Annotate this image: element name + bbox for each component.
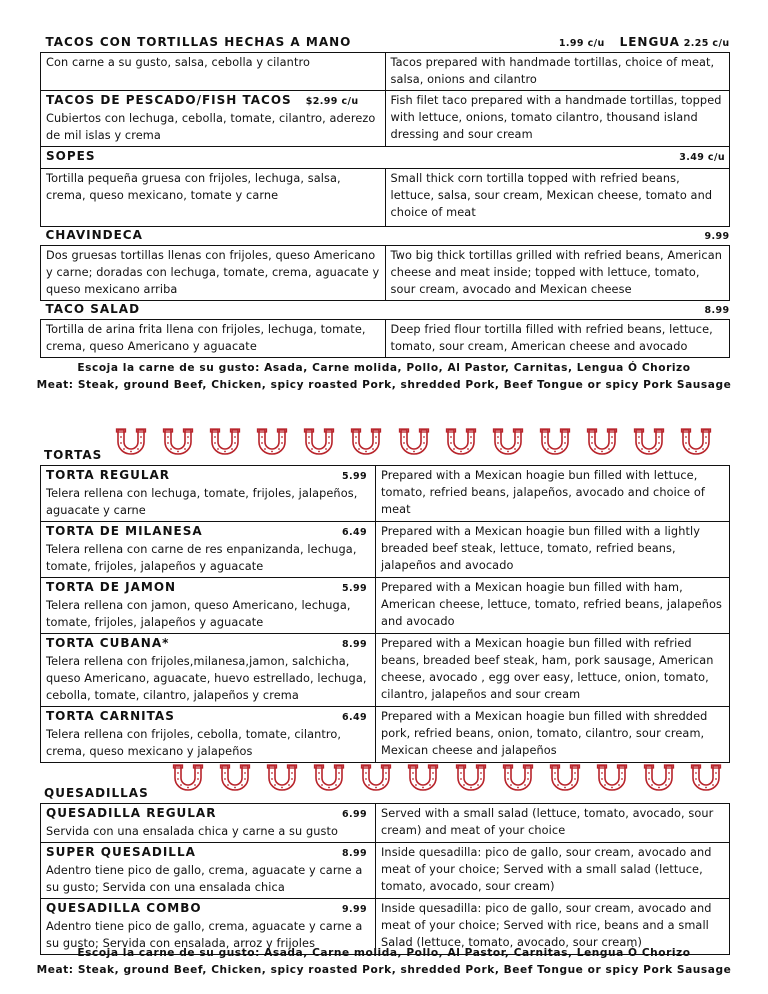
section-title-tortas: TORTAS bbox=[44, 448, 103, 462]
menu-item-header bbox=[46, 708, 371, 726]
item-desc-es: Tortilla de arina frita llena con frijoles, lechuga, tomate, crema, queso Americano y aguacate bbox=[41, 320, 386, 358]
horseshoe-icon bbox=[113, 428, 149, 456]
item-desc-en: Prepared with a Mexican hoagie bun filled with shredded pork, refried beans, onion, tomato, cilantro, sour cream, Mexican cheese and jalapeños bbox=[376, 707, 730, 763]
item-price: 8.99 bbox=[341, 848, 367, 859]
meat-note-es: Escoja la carne de su gusto: Asada, Carne molida, Pollo, Al Pastor, Carnitas, Lengua Ó Chorizo bbox=[77, 362, 691, 374]
meat-note-es: Escoja la carne de su gusto: Asada, Carne molida, Pollo, Al Pastor, Carnitas, Lengua Ó Chorizo bbox=[77, 947, 691, 959]
horseshoe-icon bbox=[443, 428, 479, 456]
menu-item-row bbox=[41, 53, 730, 91]
menu-item-header bbox=[46, 579, 371, 597]
item-desc-es: Telera rellena con lechuga, tomate, frijoles, jalapeños, aguacate y carne bbox=[46, 487, 358, 517]
item-desc-es: Telera rellena con carne de res enpanizanda, lechuga, tomate, frijoles, jalapeños y aguacate bbox=[46, 543, 357, 573]
section-title-quesadillas: QUESADILLAS bbox=[44, 786, 149, 800]
horseshoe-icon bbox=[641, 764, 677, 792]
menu-item-row bbox=[41, 804, 730, 843]
horseshoe-icon bbox=[396, 428, 432, 456]
horseshoe-icon bbox=[500, 764, 536, 792]
item-price: 1.99 c/u bbox=[558, 38, 605, 49]
horseshoe-icon bbox=[358, 764, 394, 792]
menu-item-row bbox=[41, 634, 730, 707]
tacos-section bbox=[40, 34, 730, 358]
item-desc-en: Prepared with a Mexican hoagie bun filled with refried beans, breaded beef steak, ham, pork sausage, American cheese, avocado , egg over easy, lettuce, onion, tomato, cilantro, jalapeños and sour cream bbox=[376, 634, 730, 707]
item-price: 9.99 bbox=[341, 904, 367, 915]
tacos-table bbox=[40, 34, 730, 358]
menu-item-row bbox=[41, 578, 730, 634]
horseshoe-icon bbox=[254, 428, 290, 456]
horseshoe-icon bbox=[594, 764, 630, 792]
horseshoe-icon bbox=[405, 764, 441, 792]
item-name: QUESADILLA COMBO bbox=[46, 901, 202, 915]
horseshoe-icon bbox=[490, 428, 526, 456]
item-desc-en: Prepared with a Mexican hoagie bun filled with lettuce, tomato, refried beans, jalapeños, avocado and choice of meat bbox=[376, 466, 730, 522]
menu-item-row bbox=[41, 522, 730, 578]
meat-note-en: Meat: Steak, ground Beef, Chicken, spicy roasted Pork, shredded Pork, Beef Tongue or spicy Pork Sausage bbox=[36, 378, 732, 391]
item-name: TORTA CARNITAS bbox=[46, 709, 175, 723]
item-price: 6.49 bbox=[341, 527, 367, 538]
item-price: 5.99 bbox=[341, 583, 367, 594]
horseshoe-icon bbox=[348, 428, 384, 456]
horseshoe-icon bbox=[453, 764, 489, 792]
horseshoe-icon bbox=[678, 428, 714, 456]
item-desc-en: Prepared with a Mexican hoagie bun filled with ham, American cheese, lettuce, tomato, refried beans, jalapeños and avocado bbox=[376, 578, 730, 634]
horseshoe-icon bbox=[264, 764, 300, 792]
item-desc-es: Telera rellena con frijoles,milanesa,jamon, salchicha, queso Americano, aguacate, huevo estrellado, lechuga, cebolla, tomate, cilantro, jalapeños y crema bbox=[46, 655, 367, 702]
extra-item-price: 2.25 c/u bbox=[683, 38, 730, 49]
item-desc-es: Tortilla pequeña gruesa con frijoles, lechuga, salsa, crema, queso mexicano, tomate y carne bbox=[41, 169, 386, 227]
item-price: 5.99 bbox=[341, 471, 367, 482]
menu-item-header bbox=[46, 148, 725, 166]
menu-item-row bbox=[41, 246, 730, 301]
item-name: TORTA CUBANA* bbox=[46, 636, 170, 650]
item-desc-es: Telera rellena con frijoles, cebolla, tomate, cilantro, crema, queso mexicano y jalapeños bbox=[46, 728, 342, 758]
horseshoe-icon bbox=[301, 428, 337, 456]
item-name: CHAVINDECA bbox=[45, 228, 143, 242]
tortas-table bbox=[40, 465, 730, 763]
menu-item-header bbox=[46, 805, 371, 823]
extra-item-name: LENGUA bbox=[619, 35, 680, 49]
item-desc-en: Prepared with a Mexican hoagie bun filled with a lightly breaded beef steak, lettuce, tomato, refried beans, jalapeños and avocado bbox=[376, 522, 730, 578]
item-price: 6.99 bbox=[341, 809, 367, 820]
item-price: 3.49 c/u bbox=[679, 152, 725, 163]
item-desc-en: Deep fried flour tortilla filled with refried beans, lettuce, tomato, sour cream, American cheese and avocado bbox=[385, 320, 730, 358]
item-price: 8.99 bbox=[341, 639, 367, 650]
meat-choice-note bbox=[0, 360, 768, 393]
meat-choice-note-bottom bbox=[0, 945, 768, 978]
item-desc-en: Served with a small salad (lettuce, tomato, avocado, sour cream) and meat of your choice bbox=[376, 804, 730, 843]
menu-item-row bbox=[41, 91, 730, 147]
item-desc-es: Dos gruesas tortillas llenas con frijoles, queso Americano y carne; doradas con lechuga, tomate, crema, aguacate y queso mexicano arriba bbox=[41, 246, 386, 301]
item-desc-en: Small thick corn tortilla topped with refried beans, lettuce, salsa, sour cream, Mexican cheese, tomato and choice of meat bbox=[385, 169, 730, 227]
menu-item-row bbox=[41, 466, 730, 522]
menu-item-row bbox=[41, 707, 730, 763]
item-name: TORTA REGULAR bbox=[46, 468, 171, 482]
item-desc-es: Adentro tiene pico de gallo, crema, aguacate y carne a su gusto; Servida con una ensalada chica bbox=[46, 864, 363, 894]
horseshoe-icon bbox=[547, 764, 583, 792]
menu-item-header bbox=[46, 227, 730, 245]
menu-item-header bbox=[46, 900, 371, 918]
horseshoe-icon bbox=[217, 764, 253, 792]
horseshoe-icon bbox=[584, 428, 620, 456]
item-desc-es: Cubiertos con lechuga, cebolla, tomate, cilantro, aderezo de mil islas y crema bbox=[46, 112, 376, 142]
item-name: SOPES bbox=[46, 149, 96, 163]
menu-item-header bbox=[46, 301, 730, 319]
item-desc-en: Tacos prepared with handmade tortillas, choice of meat, salsa, onions and cilantro bbox=[385, 53, 730, 91]
item-desc-en: Inside quesadilla: pico de gallo, sour cream, avocado and meat of your choice; Served with a small salad (lettuce, tomato, avocado, sour cream) bbox=[376, 843, 730, 899]
item-name: TACO SALAD bbox=[45, 302, 141, 316]
menu-item-row bbox=[41, 320, 730, 358]
item-name: TORTA DE JAMON bbox=[46, 580, 177, 594]
item-price: $2.99 c/u bbox=[305, 96, 359, 107]
horseshoe-icon bbox=[537, 428, 573, 456]
item-desc-es: Con carne a su gusto, salsa, cebolla y cilantro bbox=[41, 53, 386, 91]
menu-item-header bbox=[46, 34, 730, 52]
horseshoe-divider bbox=[113, 428, 725, 456]
item-desc-en: Two big thick tortillas grilled with refried beans, American cheese and meat inside; topped with lettuce, tomato, sour cream, avocado and Mexican cheese bbox=[385, 246, 730, 301]
menu-item-row bbox=[41, 843, 730, 899]
item-desc-en: Inside quesadilla: pico de gallo, sour cream, avocado and meat of your choice; Served with rice, beans and a small Salad (lettuce, tomato, avocado, sour cream) bbox=[376, 899, 730, 955]
tortas-section bbox=[40, 465, 730, 763]
horseshoe-icon bbox=[160, 428, 196, 456]
menu-item-header bbox=[46, 467, 371, 485]
horseshoe-icon bbox=[207, 428, 243, 456]
item-price: 8.99 bbox=[704, 305, 730, 316]
menu-item-row bbox=[41, 169, 730, 227]
quesadillas-table bbox=[40, 803, 730, 955]
item-name: TORTA DE MILANESA bbox=[46, 524, 203, 538]
item-name: TACOS DE PESCADO/FISH TACOS bbox=[46, 93, 292, 107]
horseshoe-icon bbox=[688, 764, 724, 792]
horseshoe-icon bbox=[311, 764, 347, 792]
item-price: 9.99 bbox=[704, 231, 730, 242]
horseshoe-icon bbox=[631, 428, 667, 456]
item-desc-en: Fish filet taco prepared with a handmade tortillas, topped with lettuce, onions, tomato cilantro, thousand island dressing and sour cream bbox=[385, 91, 730, 147]
item-desc-es: Adentro tiene pico de gallo, crema, aguacate y carne a su gusto; Servida con ensalada, arroz y frijoles bbox=[46, 920, 363, 950]
menu-item-header bbox=[46, 844, 371, 862]
menu-item-header bbox=[46, 635, 371, 653]
item-desc-es: Servida con una ensalada chica y carne a su gusto bbox=[46, 825, 339, 838]
quesadillas-section bbox=[40, 803, 730, 955]
item-name: TACOS CON TORTILLAS HECHAS A MANO bbox=[45, 35, 352, 49]
menu-item-header bbox=[46, 523, 371, 541]
horseshoe-divider bbox=[170, 764, 735, 792]
meat-note-en: Meat: Steak, ground Beef, Chicken, spicy roasted Pork, shredded Pork, Beef Tongue or spicy Pork Sausage bbox=[36, 963, 732, 976]
item-desc-es: Telera rellena con jamon, queso Americano, lechuga, tomate, frijoles, jalapeños y aguacate bbox=[46, 599, 351, 629]
item-name: QUESADILLA REGULAR bbox=[46, 806, 217, 820]
horseshoe-icon bbox=[170, 764, 206, 792]
item-price: 6.49 bbox=[341, 712, 367, 723]
item-name: SUPER QUESADILLA bbox=[46, 845, 196, 859]
